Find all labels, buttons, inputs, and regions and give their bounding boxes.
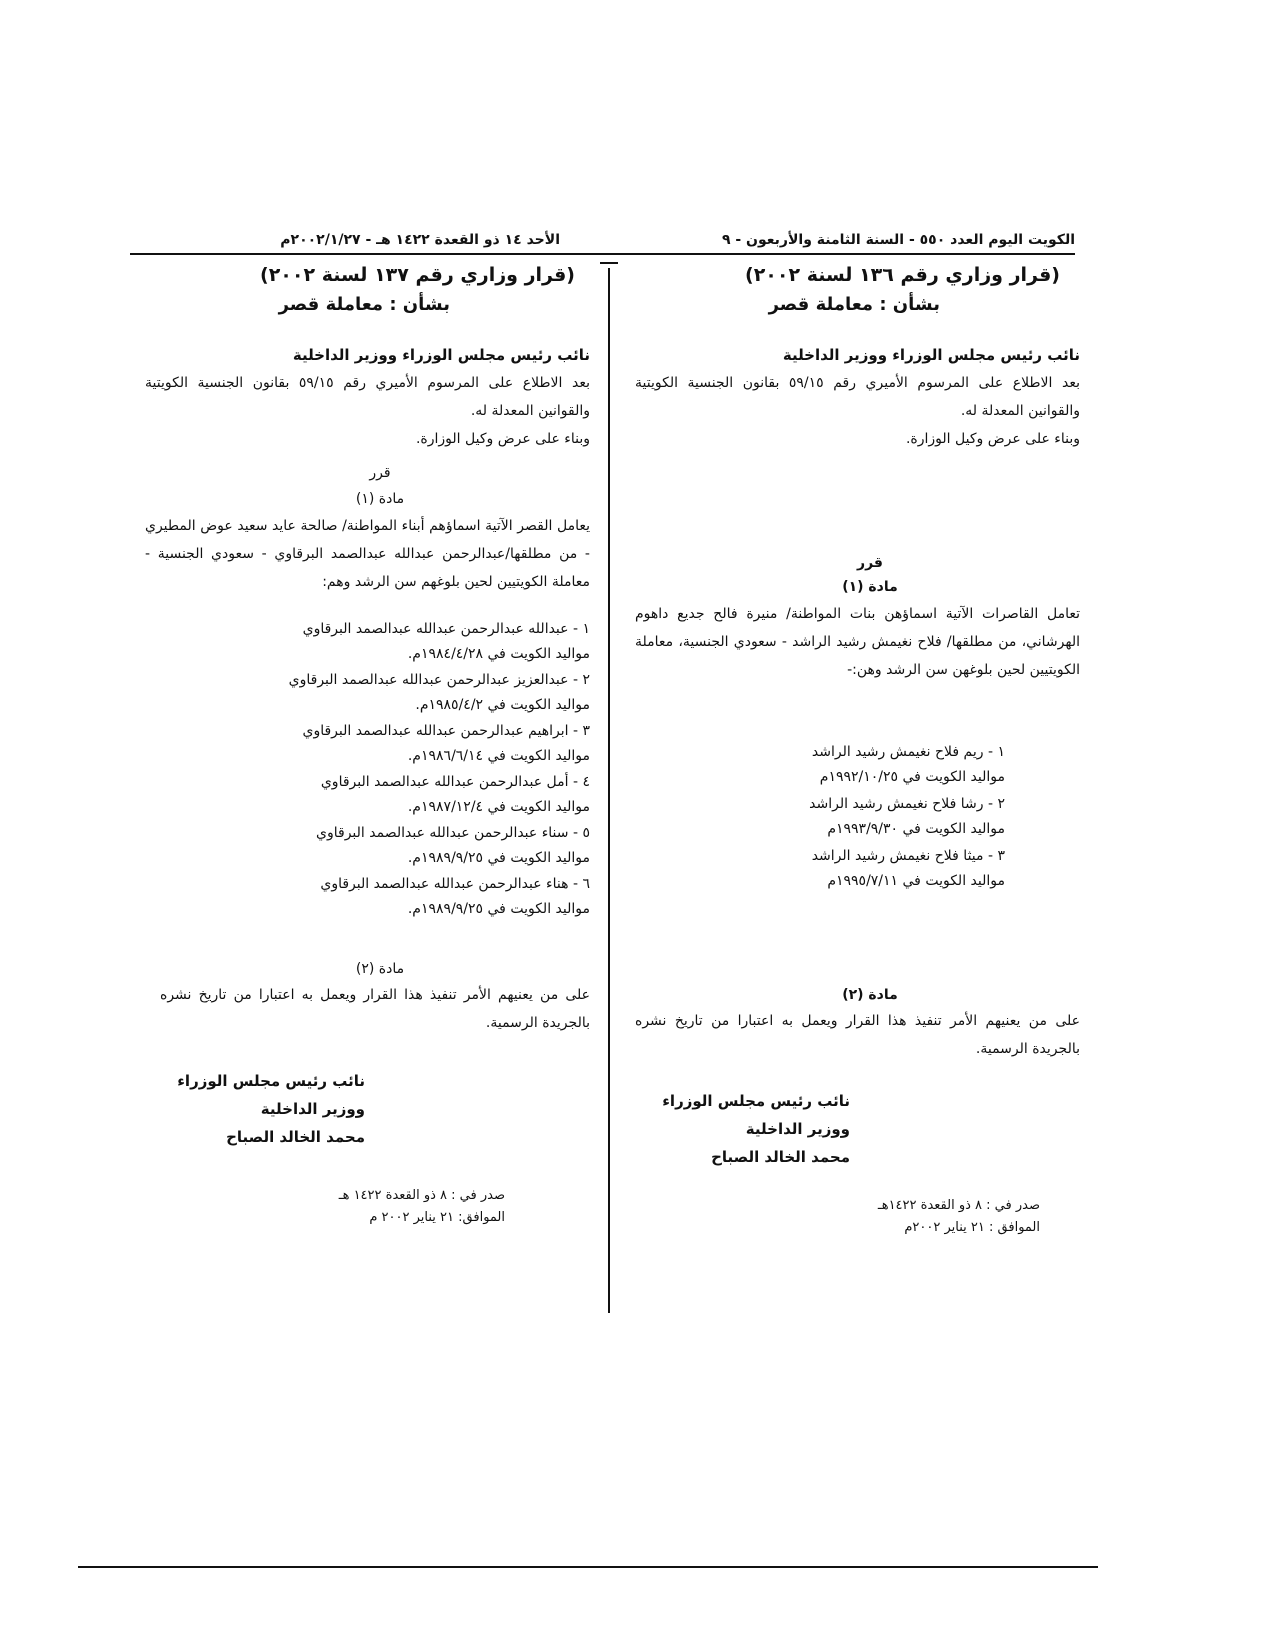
article-1-title: مادة (١) bbox=[355, 491, 405, 507]
person-birth: مواليد الكويت في ١٩٩٢/١٠/٢٥م bbox=[819, 769, 1005, 785]
person-name: ٢ - رشا فلاح نغيمش رشيد الراشد bbox=[809, 796, 1005, 812]
header-date: الأحد ١٤ ذو القعدة ١٤٢٢ هـ - ٢٠٠٢/١/٢٧م bbox=[280, 232, 560, 248]
person-entry bbox=[145, 617, 590, 667]
decision-137-column bbox=[135, 255, 590, 1305]
article-1-body: تعامل القاصرات الآتية اسماؤهن بنات المواطنة/ منيرة فالح جديع داهوم الهرشاني، من مطلقها/ فلاح نغيمش رشيد الراشد - سعودي الجنسية، معاملة الكويتيين لحين بلوغهن سن الرشد وهن:- bbox=[635, 606, 1080, 678]
signature-name: محمد الخالد الصباح bbox=[226, 1128, 365, 1146]
decision-136-column bbox=[625, 255, 1080, 1305]
issue-gregorian-date: الموافق : ٢١ يناير ٢٠٠٢م bbox=[904, 1220, 1040, 1235]
article-1-title: مادة (١) bbox=[842, 579, 898, 595]
decision-title: (قرار وزاري رقم ١٣٦ لسنة ٢٠٠٢) bbox=[745, 264, 1060, 286]
article-2-body: على من يعنيهم الأمر تنفيذ هذا القرار ويعمل به اعتبارا من تاريخ نشره بالجريدة الرسمية. bbox=[160, 987, 590, 1031]
person-birth: مواليد الكويت في ١٩٨٩/٩/٢٥م. bbox=[407, 850, 590, 866]
person-name: ٥ - سناء عبدالرحمن عبدالله عبدالصمد البرقاوي bbox=[316, 825, 590, 841]
article-2-body: على من يعنيهم الأمر تنفيذ هذا القرار ويعمل به اعتبارا من تاريخ نشره بالجريدة الرسمية. bbox=[635, 1013, 1080, 1057]
preamble-basis: وبناء على عرض وكيل الوزارة. bbox=[905, 431, 1080, 447]
person-entry bbox=[145, 668, 590, 718]
signature-name: محمد الخالد الصباح bbox=[711, 1148, 850, 1166]
person-birth: مواليد الكويت في ١٩٩٣/٩/٣٠م bbox=[827, 821, 1005, 837]
person-entry bbox=[145, 872, 590, 922]
article-2-title: مادة (٢) bbox=[355, 961, 405, 977]
person-entry bbox=[645, 740, 1005, 790]
person-name: ٣ - ميثا فلاح نغيمش رشيد الراشد bbox=[811, 848, 1005, 864]
page-header bbox=[130, 228, 1075, 252]
signature-title: نائب رئيس مجلس الوزراء bbox=[177, 1072, 365, 1090]
issue-date-block bbox=[780, 1195, 1040, 1239]
person-entry bbox=[145, 821, 590, 871]
issuing-authority: نائب رئيس مجلس الوزراء ووزير الداخلية bbox=[292, 346, 590, 364]
person-name: ٢ - عبدالعزيز عبدالرحمن عبدالله عبدالصمد البرقاوي bbox=[288, 672, 590, 688]
person-entry bbox=[145, 719, 590, 769]
person-birth: مواليد الكويت في ١٩٨٦/٦/١٤م. bbox=[407, 748, 590, 764]
person-birth: مواليد الكويت في ١٩٨٤/٤/٢٨م. bbox=[407, 646, 590, 662]
decided-heading: قرر bbox=[369, 465, 391, 481]
preamble-text: بعد الاطلاع على المرسوم الأميري رقم ٥٩/١٥ بقانون الجنسية الكويتية والقوانين المعدلة له. bbox=[635, 375, 1080, 419]
decision-subject: بشأن : معاملة قصر bbox=[768, 294, 940, 315]
article-2-title: مادة (٢) bbox=[842, 987, 898, 1003]
signature-block bbox=[145, 1067, 365, 1151]
signature-ministry: ووزير الداخلية bbox=[260, 1100, 365, 1118]
person-name: ٦ - هناء عبدالرحمن عبدالله عبدالصمد البرقاوي bbox=[320, 876, 590, 892]
person-name: ٤ - أمل عبدالرحمن عبدالله عبدالصمد البرقاوي bbox=[320, 774, 590, 790]
preamble-basis: وبناء على عرض وكيل الوزارة. bbox=[415, 431, 590, 447]
header-issue-info: الكويت اليوم العدد ٥٥٠ - السنة الثامنة والأربعون - ٩ bbox=[721, 232, 1075, 248]
signature-ministry: ووزير الداخلية bbox=[745, 1120, 850, 1138]
person-entry bbox=[645, 844, 1005, 894]
signature-title: نائب رئيس مجلس الوزراء bbox=[662, 1092, 850, 1110]
person-name: ١ - عبدالله عبدالرحمن عبدالله عبدالصمد البرقاوي bbox=[302, 621, 590, 637]
column-divider bbox=[608, 268, 610, 1313]
issue-date-block bbox=[245, 1185, 505, 1229]
preamble-text: بعد الاطلاع على المرسوم الأميري رقم ٥٩/١٥ بقانون الجنسية الكويتية والقوانين المعدلة له. bbox=[145, 375, 590, 419]
decision-title: (قرار وزاري رقم ١٣٧ لسنة ٢٠٠٢) bbox=[260, 264, 575, 286]
issue-hijri-date: صدر في : ٨ ذو القعدة ١٤٢٢هـ bbox=[877, 1198, 1040, 1213]
person-birth: مواليد الكويت في ١٩٨٩/٩/٢٥م. bbox=[407, 901, 590, 917]
signature-block bbox=[630, 1087, 850, 1171]
person-birth: مواليد الكويت في ١٩٩٥/٧/١١م bbox=[827, 873, 1005, 889]
column-divider-tick bbox=[600, 262, 618, 264]
bottom-rule bbox=[78, 1566, 1098, 1568]
issue-gregorian-date: الموافق: ٢١ يناير ٢٠٠٢ م bbox=[369, 1210, 505, 1225]
person-birth: مواليد الكويت في ١٩٨٧/١٢/٤م. bbox=[407, 799, 590, 815]
person-birth: مواليد الكويت في ١٩٨٥/٤/٢م. bbox=[415, 697, 590, 713]
decision-subject: بشأن : معاملة قصر bbox=[278, 294, 450, 315]
decided-heading: قرر bbox=[857, 555, 883, 571]
person-name: ١ - ريم فلاح نغيمش رشيد الراشد bbox=[811, 744, 1005, 760]
person-entry bbox=[145, 770, 590, 820]
person-entry bbox=[645, 792, 1005, 842]
article-1-body: يعامل القصر الآتية اسماؤهم أبناء المواطنة/ صالحة عايد سعيد عوض المطيري - من مطلقها/عبدالرحمن عبدالله عبدالصمد البرقاوي - سعودي الجنسية - معاملة الكويتيين لحين بلوغهم سن الرشد وهم: bbox=[145, 518, 590, 590]
person-name: ٣ - ابراهيم عبدالرحمن عبدالله عبدالصمد البرقاوي bbox=[302, 723, 590, 739]
issuing-authority: نائب رئيس مجلس الوزراء ووزير الداخلية bbox=[782, 346, 1080, 364]
issue-hijri-date: صدر في : ٨ ذو القعدة ١٤٢٢ هـ bbox=[338, 1188, 505, 1203]
